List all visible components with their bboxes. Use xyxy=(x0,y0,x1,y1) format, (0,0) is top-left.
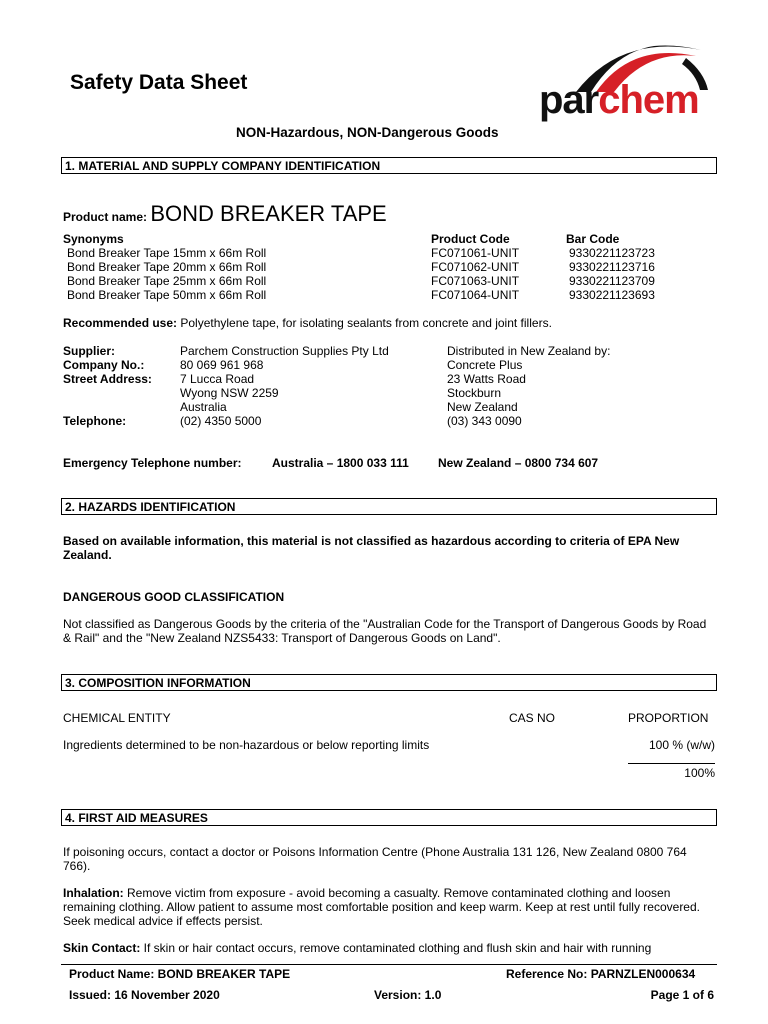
document-title: Safety Data Sheet xyxy=(70,71,248,94)
product-code-header: Product Code xyxy=(431,232,510,246)
supplier-country: Australia xyxy=(180,400,227,414)
synonym-row: Bond Breaker Tape 50mm x 66m Roll xyxy=(67,288,267,302)
emergency-nz: New Zealand – 0800 734 607 xyxy=(438,456,599,470)
product-code: FC071064-UNIT xyxy=(431,288,520,302)
emergency-label: Emergency Telephone number: xyxy=(63,456,242,470)
footer-product-name: Product Name: BOND BREAKER TAPE xyxy=(69,967,291,981)
inhalation-instructions: Inhalation: Remove victim from exposure - avoid becoming a casualty. Remove contaminated clothing and loosen remaining clothing. Allow patient to assume most comfortable position and keep warm. Keep at rest until fully recovered. Seek medical advice if effects persist. xyxy=(63,886,700,928)
footer-divider xyxy=(61,964,717,965)
supplier-city: Wyong NSW 2259 xyxy=(180,386,279,400)
document-subtitle: NON-Hazardous, NON-Dangerous Goods xyxy=(236,125,499,140)
chemical-entity-header: CHEMICAL ENTITY xyxy=(63,711,171,725)
supplier-label: Supplier: xyxy=(63,344,116,358)
nz-country: New Zealand xyxy=(447,400,518,414)
emergency-au: Australia – 1800 033 111 xyxy=(272,456,409,470)
footer-version: Version: 1.0 xyxy=(374,988,442,1002)
synonyms-header: Synonyms xyxy=(63,232,124,246)
skin-contact-instructions: Skin Contact: If skin or hair contact occurs, remove contaminated clothing and flush skin and hair with running xyxy=(63,941,652,955)
proportion-header: PROPORTION xyxy=(628,711,709,725)
section-1-header: 1. MATERIAL AND SUPPLY COMPANY IDENTIFICATION xyxy=(61,157,717,174)
synonym-row: Bond Breaker Tape 25mm x 66m Roll xyxy=(67,274,267,288)
section-4-header: 4. FIRST AID MEASURES xyxy=(61,809,717,826)
dg-classification-text: Not classified as Dangerous Goods by the criteria of the "Australian Code for the Transport of Dangerous Goods by Road & Rail" and the "New Zealand NZS5433: Transport of Dangerous Goods on Land". xyxy=(63,617,707,645)
product-code: FC071062-UNIT xyxy=(431,260,520,274)
synonym-row: Bond Breaker Tape 15mm x 66m Roll xyxy=(67,246,267,260)
logo-text-par: par xyxy=(539,78,599,122)
street-address-label: Street Address: xyxy=(63,372,152,386)
parchem-logo xyxy=(536,42,716,124)
company-number: 80 069 961 968 xyxy=(180,358,264,372)
footer-reference: Reference No: PARNZLEN000634 xyxy=(506,967,696,981)
poison-instructions: If poisoning occurs, contact a doctor or Poisons Information Centre (Phone Australia 131 126, New Zealand 0800 764 766). xyxy=(63,845,687,873)
nz-phone: (03) 343 0090 xyxy=(447,414,522,428)
proportion-total: 100% xyxy=(684,766,715,780)
nz-city: Stockburn xyxy=(447,386,502,400)
product-code: FC071061-UNIT xyxy=(431,246,520,260)
bar-code-header: Bar Code xyxy=(566,232,620,246)
bar-code: 9330221123723 xyxy=(569,246,655,260)
synonym-row: Bond Breaker Tape 20mm x 66m Roll xyxy=(67,260,267,274)
footer-page-number: Page 1 of 6 xyxy=(650,988,714,1002)
company-no-label: Company No.: xyxy=(63,358,145,372)
nz-street: 23 Watts Road xyxy=(447,372,526,386)
dg-classification-heading: DANGEROUS GOOD CLASSIFICATION xyxy=(63,590,285,604)
product-name: BOND BREAKER TAPE xyxy=(150,201,387,226)
supplier-name: Parchem Construction Supplies Pty Ltd xyxy=(180,344,389,358)
product-name-line: Product name: BOND BREAKER TAPE xyxy=(63,201,387,226)
supplier-street: 7 Lucca Road xyxy=(180,372,255,386)
section-2-header: 2. HAZARDS IDENTIFICATION xyxy=(61,498,717,515)
bar-code: 9330221123693 xyxy=(569,288,655,302)
telephone-label: Telephone: xyxy=(63,414,127,428)
section-3-header: 3. COMPOSITION INFORMATION xyxy=(61,674,717,691)
cas-no-header: CAS NO xyxy=(509,711,556,725)
ingredient-proportion: 100 % (w/w) xyxy=(648,738,715,752)
bar-code: 9330221123716 xyxy=(569,260,655,274)
hazard-statement: Based on available information, this material is not classified as hazardous according to criteria of EPA New Zealand. xyxy=(63,534,680,562)
footer-issued: Issued: 16 November 2020 xyxy=(69,988,220,1002)
product-code: FC071063-UNIT xyxy=(431,274,520,288)
nz-distributor-name: Concrete Plus xyxy=(447,358,523,372)
total-divider xyxy=(628,763,715,764)
bar-code: 9330221123709 xyxy=(569,274,655,288)
nz-distributor-label: Distributed in New Zealand by: xyxy=(447,344,611,358)
supplier-phone: (02) 4350 5000 xyxy=(180,414,262,428)
recommended-use: Recommended use: Polyethylene tape, for isolating sealants from concrete and joint fillers. xyxy=(63,316,552,330)
logo-text-chem: chem xyxy=(598,78,699,122)
ingredient-row: Ingredients determined to be non-hazardous or below reporting limits xyxy=(63,738,430,752)
